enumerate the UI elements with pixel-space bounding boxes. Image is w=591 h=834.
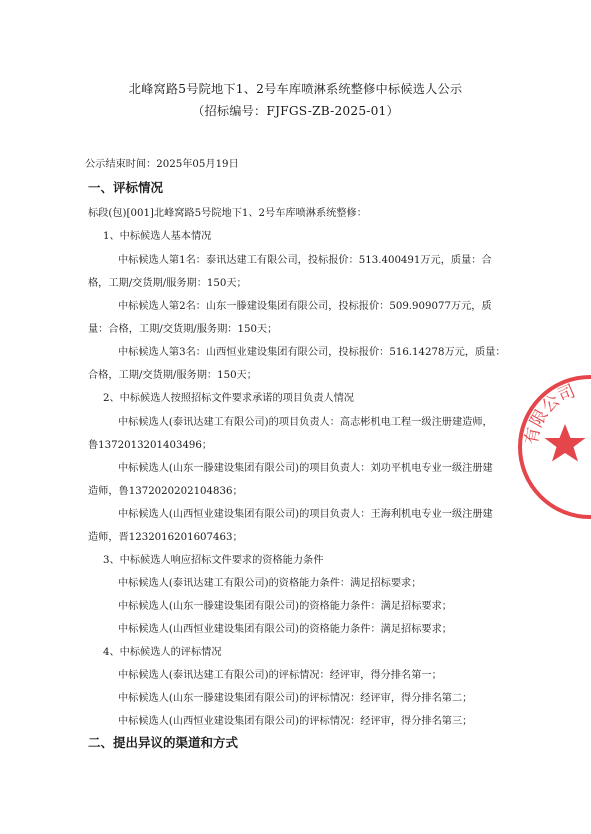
- evaluation-2: 中标候选人(山东一滕建设集团有限公司)的评标情况：经评审，得分排名第二；: [118, 693, 473, 704]
- qualification-2: 中标候选人(山东一滕建设集团有限公司)的资格能力条件：满足招标要求；: [118, 601, 452, 612]
- document-title: 北峰窝路5号院地下1、2号车库喷淋系统整修中标候选人公示: [128, 82, 463, 96]
- leader-1-line-1: 中标候选人(泰讯达建工有限公司)的项目负责人：高志彬机电工程一级注册建造师，: [118, 417, 493, 428]
- candidate-2-line-2: 量：合格，工期/交货期/服务期：150天；: [88, 324, 278, 335]
- subsection-project-leaders: 2、中标候选人按照招标文件要求承诺的项目负责人情况: [103, 393, 354, 404]
- evaluation-1: 中标候选人(泰讯达建工有限公司)的评标情况：经评审，得分排名第一；: [118, 670, 442, 681]
- subsection-evaluation-results: 4、中标候选人的评标情况: [103, 647, 222, 658]
- qualification-1: 中标候选人(泰讯达建工有限公司)的资格能力条件：满足招标要求；: [118, 578, 422, 589]
- candidate-3-line-1: 中标候选人第3名：山西恒业建设集团有限公司，投标报价：516.14278万元，质量：: [118, 347, 506, 358]
- candidate-3-line-2: 合格，工期/交货期/服务期：150天；: [88, 370, 257, 381]
- tender-number: （招标编号：FJFGS-ZB-2025-01）: [192, 104, 399, 118]
- leader-3-line-1: 中标候选人(山西恒业建设集团有限公司)的项目负责人：王海利机电专业一级注册建: [118, 509, 493, 520]
- evaluation-3: 中标候选人(山西恒业建设集团有限公司)的评标情况：经评审，得分排名第三；: [118, 716, 473, 727]
- subsection-basic-info: 1、中标候选人基本情况: [103, 231, 212, 242]
- candidate-2-line-1: 中标候选人第2名：山东一滕建设集团有限公司，投标报价：509.909077万元，质: [118, 301, 492, 312]
- leader-2-line-1: 中标候选人(山东一滕建设集团有限公司)的项目负责人：刘功平机电专业一级注册建: [118, 463, 493, 474]
- section-heading-evaluation: 一、评标情况: [88, 180, 164, 195]
- leader-1-line-2: 鲁1372013201403496；: [88, 440, 213, 451]
- qualification-3: 中标候选人(山西恒业建设集团有限公司)的资格能力条件：满足招标要求；: [118, 624, 452, 635]
- seal-star-icon: [545, 424, 586, 462]
- section-heading-objection: 二、提出异议的渠道和方式: [88, 735, 239, 750]
- lot-line: 标段(包)[001]北峰窝路5号院地下1、2号车库喷淋系统整修：: [88, 208, 367, 219]
- seal-text: 有限公司: [521, 381, 579, 447]
- candidate-1-line-1: 中标候选人第1名：泰讯达建工有限公司，投标报价：513.400491万元，质量：合: [118, 255, 492, 266]
- leader-2-line-2: 造师，鲁1372020202104836；: [88, 486, 243, 497]
- publicity-end-time: 公示结束时间：2025年05月19日: [85, 159, 239, 170]
- company-seal-stamp: [515, 372, 591, 522]
- candidate-1-line-2: 格，工期/交货期/服务期：150天；: [88, 278, 247, 289]
- leader-3-line-2: 造师，晋1232016201607463；: [88, 532, 243, 543]
- subsection-qualifications: 3、中标候选人响应招标文件要求的资格能力条件: [103, 555, 324, 566]
